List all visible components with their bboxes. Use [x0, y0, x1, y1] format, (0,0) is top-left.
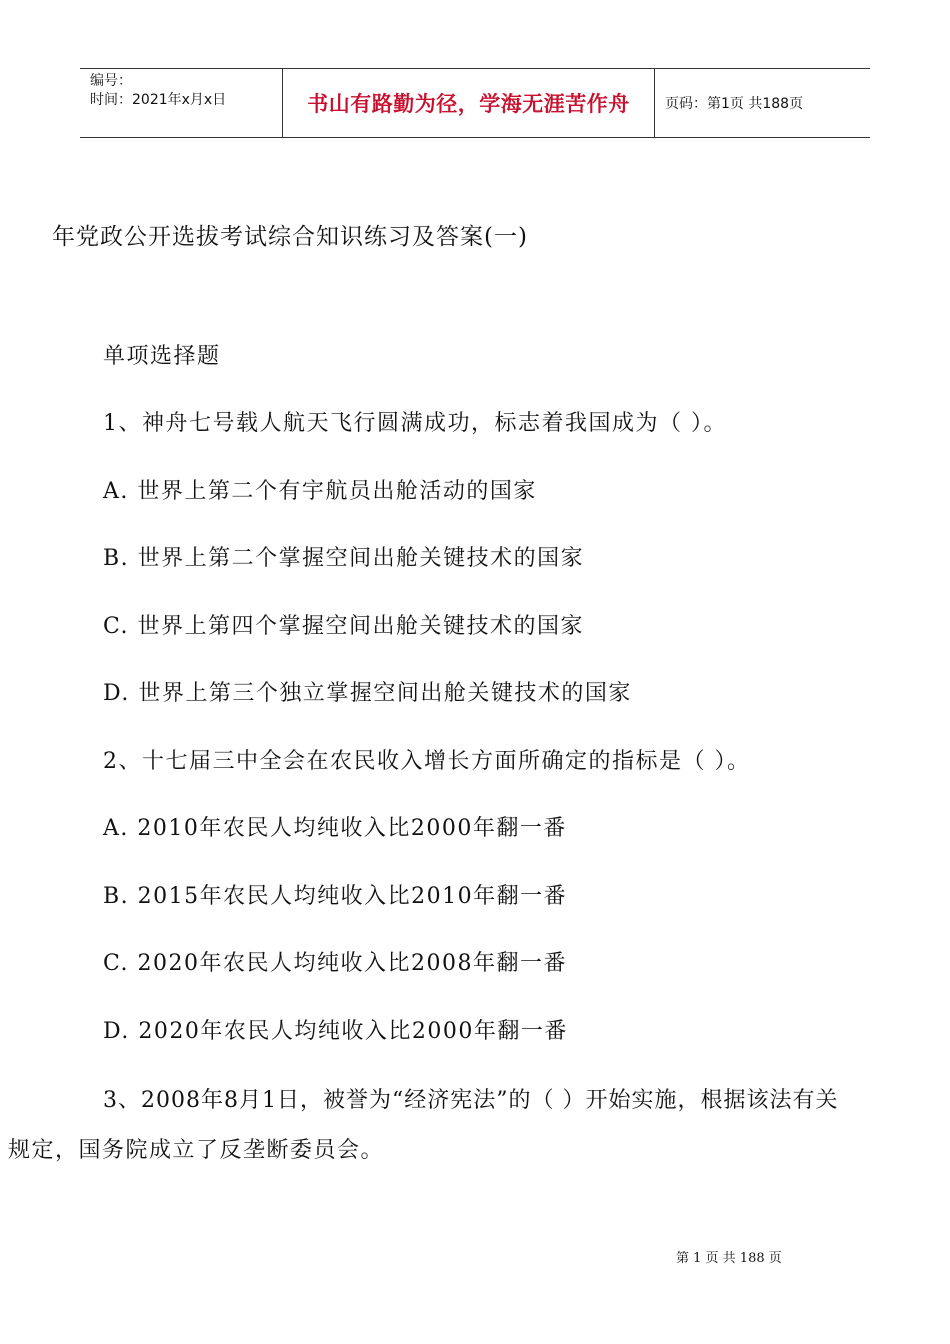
- page-info: 页码：第1页 共188页: [665, 96, 804, 112]
- question-2-option-d: D. 2020年农民人均纯收入比2000年翻一番: [103, 1019, 568, 1044]
- header-page-info: [655, 69, 870, 137]
- question-3-line-2: 规定，国务院成立了反垄断委员会。: [8, 1138, 385, 1163]
- question-1-option-b: B. 世界上第二个掌握空间出舱关键技术的国家: [103, 546, 585, 571]
- question-1: 1、神舟七号载人航天飞行圆满成功，标志着我国成为（ ）。: [103, 411, 727, 436]
- question-1-option-a: A. 世界上第二个有宇航员出舱活动的国家: [103, 479, 537, 504]
- header-meta: [80, 69, 282, 137]
- question-1-option-d: D. 世界上第三个独立掌握空间出舱关键技术的国家: [103, 681, 632, 706]
- question-3-line-1: 3、2008年8月1日，被誉为“经济宪法”的（ ）开始实施，根据该法有关: [103, 1088, 839, 1113]
- motto: 书山有路勤为径，学海无涯苦作舟: [307, 92, 630, 116]
- question-2-option-a: A. 2010年农民人均纯收入比2000年翻一番: [103, 816, 567, 841]
- question-2-option-b: B. 2015年农民人均纯收入比2010年翻一番: [103, 884, 568, 909]
- section-heading: 单项选择题: [103, 344, 221, 369]
- page-header: [80, 68, 870, 138]
- question-1-option-c: C. 世界上第四个掌握空间出舱关键技术的国家: [103, 614, 585, 639]
- question-2-option-c: C. 2020年农民人均纯收入比2008年翻一番: [103, 951, 568, 976]
- header-motto-cell: [282, 69, 655, 137]
- date-label: 时间：2021年x月x日: [90, 92, 227, 108]
- page-footer: 第 1 页 共 188 页: [676, 1251, 782, 1266]
- code-label: 编号：: [90, 73, 132, 89]
- document-title: 年党政公开选拔考试综合知识练习及答案(一): [52, 224, 528, 250]
- question-2: 2、十七届三中全会在农民收入增长方面所确定的指标是（ ）。: [103, 749, 751, 774]
